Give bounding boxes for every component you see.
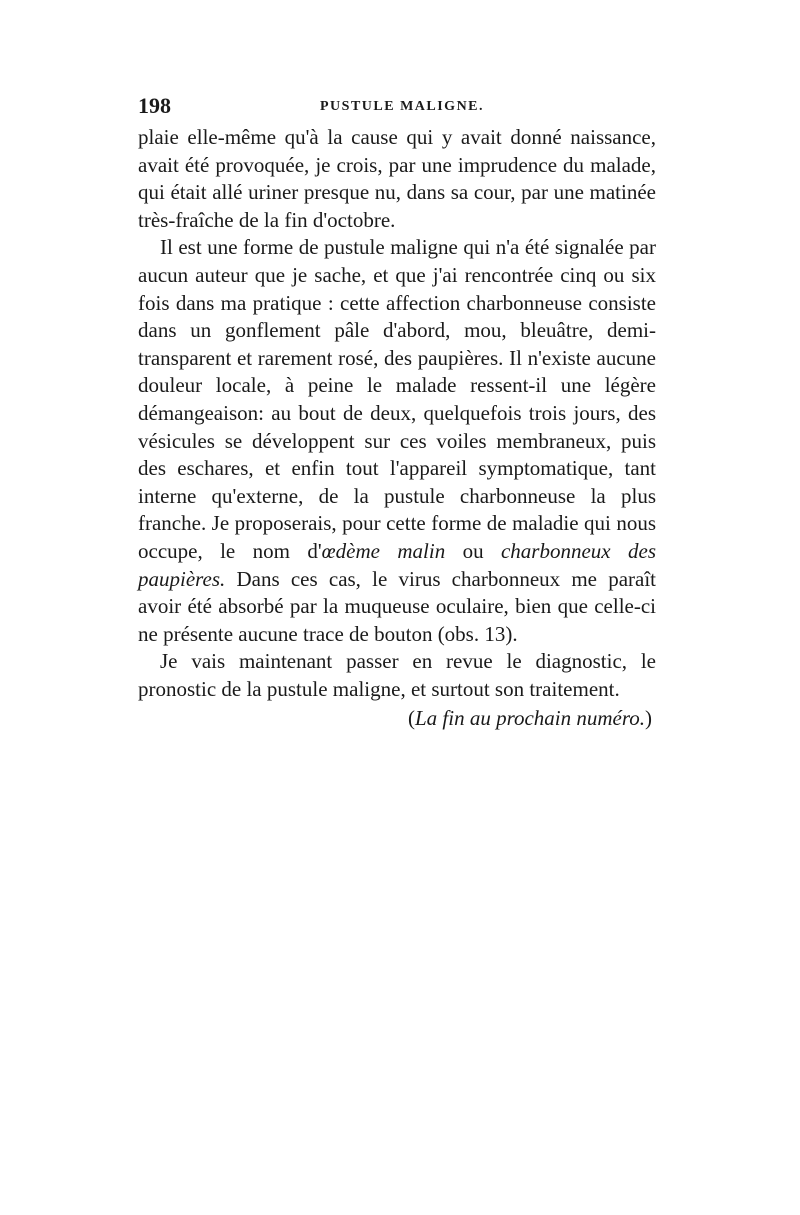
continuation-close-paren: ) [645, 706, 652, 731]
running-title: PUSTULE MALIGNE. [320, 99, 485, 114]
paragraph-3: Je vais maintenant passer en revue le diagnostic, le pronostic de la pustule maligne, et surtout son traitement. [138, 649, 656, 701]
paragraph-1: plaie elle-même qu'à la cause qui y avait donné naissance, avait été provoquée, je crois, par une imprudence du malade, qui était allé uriner presque nu, dans sa cour, par une matinée très-fraîche de la fin d'octobre. [138, 125, 656, 232]
paragraph-2-part-a: Il est une forme de pustule maligne qui n'a été signalée par aucun auteur que je sache, et que j'ai rencontrée cinq ou six fois dans ma pratique : cette affection charbonneuse consiste dans un gonflement pâle d'abord, mou, bleuâtre, demi-transparent et rarement rosé, des paupières. Il n'existe aucune douleur locale, à peine le malade ressent-il une légère démangeaison: au bout de deux, quelquefois trois jours, des vésicules se développent sur ces voiles membraneux, puis des eschares, et enfin tout l'appareil symptomatique, tant interne qu'externe, de la pustule charbonneuse la plus franche. Je proposerais, pour cette forme de maladie qui nous occupe, le nom d' [138, 235, 656, 563]
paragraph-2-part-c: Dans ces cas, le virus charbonneux me paraît avoir été absorbé par la muqueuse oculaire, bien que celle-ci ne présente aucune trace de bouton (obs. 13). [138, 566, 656, 646]
continuation-note [138, 705, 656, 733]
paragraph-2 [138, 234, 656, 648]
body-text [138, 124, 656, 703]
italic-term-oedeme: œdème malin [321, 538, 446, 563]
continuation-open-paren: ( [407, 706, 415, 731]
italic-term-charbonneux: charbonneux des paupières. [138, 538, 656, 591]
running-head [138, 92, 656, 124]
paragraph-2-part-b: ou [445, 538, 501, 563]
page-number: 198 [138, 93, 171, 118]
continuation-text: La fin au prochain numéro. [414, 706, 645, 731]
document-page [138, 92, 656, 733]
